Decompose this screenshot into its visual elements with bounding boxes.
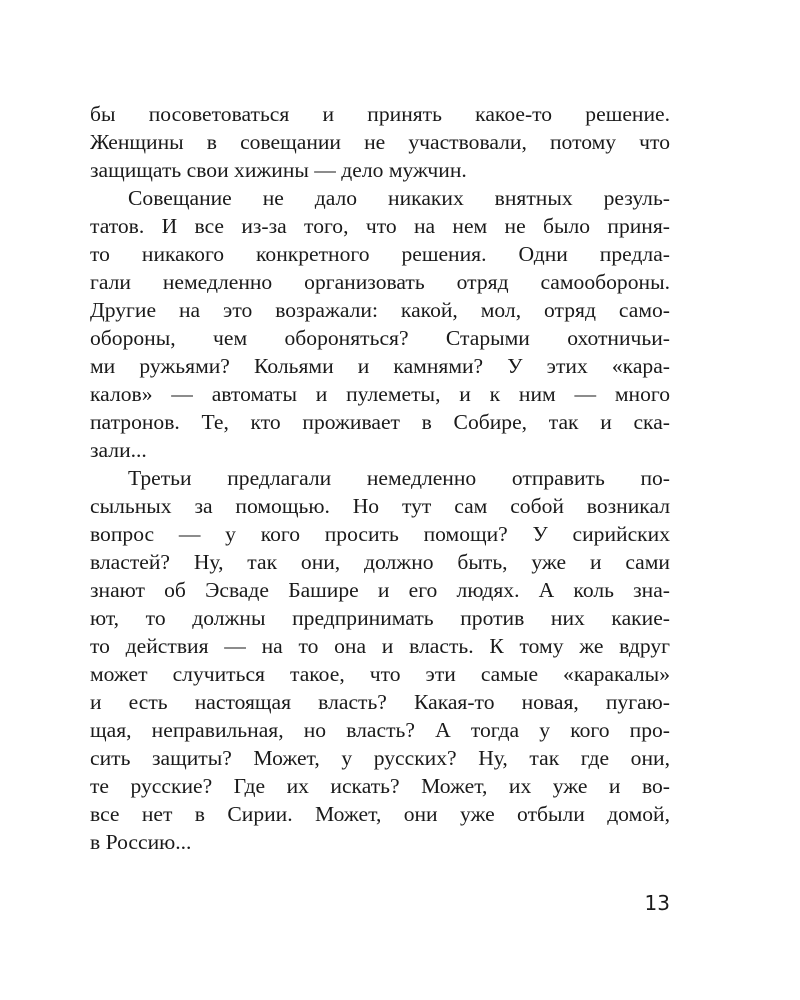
text-line: зали... bbox=[90, 438, 147, 462]
text-line: сыльных за помощью. Но тут сам собой возникал bbox=[90, 494, 670, 518]
text-line: ют, то должны предпринимать против них какие- bbox=[90, 606, 670, 630]
text-line: Совещание не дало никаких внятных резуль- bbox=[128, 186, 670, 210]
text-line: гали немедленно организовать отряд самообороны. bbox=[90, 270, 670, 294]
text-line: властей? Ну, так они, должно быть, уже и сами bbox=[90, 550, 670, 574]
text-line: патронов. Те, кто проживает в Собире, так и ска- bbox=[90, 410, 670, 434]
body-text bbox=[90, 100, 670, 856]
text-line: все нет в Сирии. Может, они уже отбыли домой, bbox=[90, 802, 670, 826]
text-line: ми ружьями? Кольями и камнями? У этих «кара- bbox=[90, 354, 670, 378]
text-line: сить защиты? Может, у русских? Ну, так где они, bbox=[90, 746, 670, 770]
text-line: Женщины в совещании не участвовали, потому что bbox=[90, 130, 670, 154]
text-line: в Россию... bbox=[90, 830, 192, 854]
paragraph-3 bbox=[90, 464, 670, 856]
text-line: щая, неправильная, но власть? А тогда у кого про- bbox=[90, 718, 670, 742]
text-line: Другие на это возражали: какой, мол, отряд само- bbox=[90, 298, 670, 322]
text-line: те русские? Где их искать? Может, их уже и во- bbox=[90, 774, 670, 798]
text-line: калов» — автоматы и пулеметы, и к ним — много bbox=[90, 382, 670, 406]
text-line: может случиться такое, что эти самые «каракалы» bbox=[90, 662, 670, 686]
text-line: защищать свои хижины — дело мужчин. bbox=[90, 158, 467, 182]
text-line: татов. И все из-за того, что на нем не было приня- bbox=[90, 214, 670, 238]
page-number: 13 bbox=[644, 891, 670, 915]
paragraph-2 bbox=[90, 184, 670, 464]
text-line: бы посоветоваться и принять какое-то решение. bbox=[90, 102, 670, 126]
text-line: знают об Эсваде Башире и его людях. А коль зна- bbox=[90, 578, 670, 602]
text-line: то никакого конкретного решения. Одни предла- bbox=[90, 242, 670, 266]
text-line: и есть настоящая власть? Какая-то новая, пугаю- bbox=[90, 690, 670, 714]
text-line: вопрос — у кого просить помощи? У сирийских bbox=[90, 522, 670, 546]
text-line: Третьи предлагали немедленно отправить по- bbox=[128, 466, 670, 490]
paragraph-1 bbox=[90, 100, 670, 184]
text-line: обороны, чем обороняться? Старыми охотничьи- bbox=[90, 326, 670, 350]
text-line: то действия — на то она и власть. К тому же вдруг bbox=[90, 634, 670, 658]
